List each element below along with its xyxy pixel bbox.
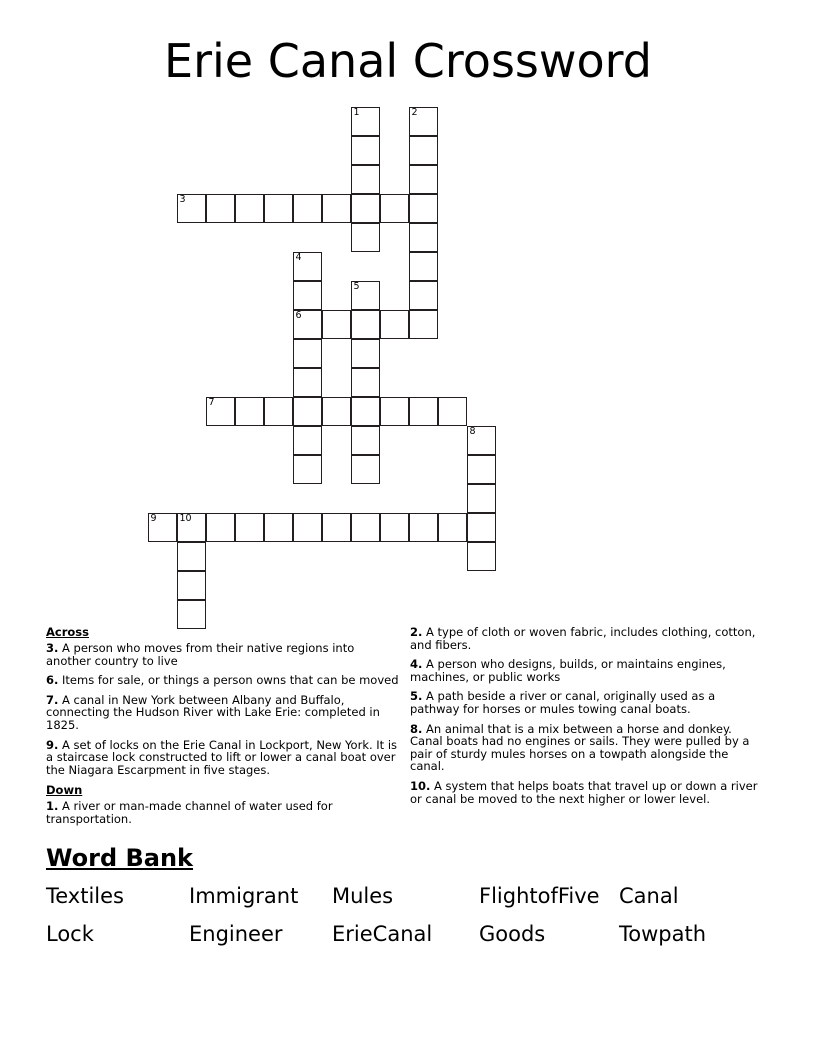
word-bank-row <box>46 879 776 913</box>
word-bank-word[interactable]: Immigrant <box>189 884 299 908</box>
clue-item <box>410 658 766 683</box>
crossword-cell[interactable] <box>351 513 380 542</box>
crossword-cell[interactable] <box>409 281 438 310</box>
clue-number: 1. <box>46 799 59 814</box>
clue-text: An animal that is a mix between a horse and donkey. Canal boats had no engines or sails. They were pulled by a pair of sturdy mules horses on a towpath alongside the canal. <box>410 721 750 774</box>
crossword-cell[interactable] <box>351 194 380 223</box>
crossword-cell[interactable] <box>351 455 380 484</box>
word-bank-word[interactable]: Engineer <box>189 922 283 946</box>
crossword-cell[interactable] <box>467 426 496 455</box>
across-heading: Across <box>46 625 89 639</box>
down-clue-list-right <box>410 626 766 805</box>
crossword-cell[interactable] <box>380 397 409 426</box>
clue-item <box>46 694 402 732</box>
clue-item <box>410 690 766 715</box>
crossword-cell[interactable] <box>293 281 322 310</box>
crossword-cell[interactable] <box>351 426 380 455</box>
crossword-cell-number: 9 <box>150 513 157 524</box>
crossword-cell[interactable] <box>322 397 351 426</box>
crossword-cell[interactable] <box>351 397 380 426</box>
clue-text: A person who moves from their native regions into another country to live <box>46 641 355 668</box>
clue-text: A set of locks on the Erie Canal in Lockport, New York. It is a staircase lock constructed to lift or lower a canal boat over the Niagara Escarpment in five stages. <box>46 737 398 777</box>
crossword-cell[interactable] <box>293 426 322 455</box>
clue-item <box>46 800 402 825</box>
word-bank-word[interactable]: FlightofFive <box>479 884 600 908</box>
clue-item <box>410 723 766 773</box>
crossword-cell[interactable] <box>351 339 380 368</box>
clue-number: 6. <box>46 673 59 688</box>
word-bank-rows <box>46 879 776 951</box>
crossword-cell[interactable] <box>351 136 380 165</box>
crossword-cell[interactable] <box>148 513 177 542</box>
crossword-cell[interactable] <box>206 513 235 542</box>
clue-number: 7. <box>46 692 59 707</box>
clue-item <box>410 780 766 805</box>
crossword-cell[interactable] <box>467 484 496 513</box>
crossword-cell[interactable] <box>409 513 438 542</box>
crossword-cell[interactable] <box>322 513 351 542</box>
crossword-cell[interactable] <box>380 310 409 339</box>
crossword-cell[interactable] <box>293 513 322 542</box>
clues-column-left <box>46 626 402 833</box>
crossword-cell[interactable] <box>351 223 380 252</box>
down-heading: Down <box>46 783 83 798</box>
clues-section <box>46 626 770 826</box>
clue-text: A path beside a river or canal, originally used as a pathway for horses or mules towing canal boats. <box>410 689 716 716</box>
crossword-cell[interactable] <box>293 368 322 397</box>
clue-text: A canal in New York between Albany and Buffalo, connecting the Hudson River with Lake Erie: completed in 1825. <box>46 692 380 732</box>
clue-number: 9. <box>46 737 59 752</box>
crossword-cell-number: 6 <box>295 310 302 321</box>
clue-number: 3. <box>46 641 59 655</box>
crossword-cell[interactable] <box>206 194 235 223</box>
crossword-cell[interactable] <box>322 310 351 339</box>
crossword-cell[interactable] <box>351 107 380 136</box>
word-bank-word[interactable]: Mules <box>332 884 394 908</box>
crossword-cell[interactable] <box>264 513 293 542</box>
word-bank-row <box>46 917 776 951</box>
crossword-cell[interactable] <box>264 397 293 426</box>
clue-item <box>46 739 402 777</box>
crossword-cell-number: 7 <box>208 397 215 408</box>
down-clue-list-left <box>46 800 402 825</box>
crossword-cell[interactable] <box>409 165 438 194</box>
crossword-cell[interactable] <box>206 397 235 426</box>
word-bank-word[interactable]: Textiles <box>46 884 125 908</box>
crossword-cell[interactable] <box>409 397 438 426</box>
word-bank-word[interactable]: Towpath <box>619 922 707 946</box>
word-bank-section <box>46 843 776 951</box>
crossword-cell[interactable] <box>177 194 206 223</box>
word-bank-word[interactable]: ErieCanal <box>332 922 433 946</box>
clue-item <box>46 642 402 667</box>
crossword-cell[interactable] <box>293 397 322 426</box>
clue-number: 8. <box>410 721 423 736</box>
word-bank-word[interactable]: Canal <box>619 884 679 908</box>
clue-text: A type of cloth or woven fabric, includes clothing, cotton, and fibers. <box>410 625 756 652</box>
page-title: Erie Canal Crossword <box>164 34 652 88</box>
crossword-cell[interactable] <box>409 136 438 165</box>
clue-text: A river or man-made channel of water used for transportation. <box>46 799 333 826</box>
crossword-cell[interactable] <box>438 513 467 542</box>
clue-text: A system that helps boats that travel up or down a river or canal be moved to the next higher or lower level. <box>410 778 758 806</box>
crossword-cell[interactable] <box>351 368 380 397</box>
crossword-cell[interactable] <box>351 310 380 339</box>
crossword-cell-number: 10 <box>179 513 192 524</box>
word-bank-title: Word Bank <box>46 844 194 872</box>
crossword-cell[interactable] <box>322 194 351 223</box>
crossword-cell[interactable] <box>293 339 322 368</box>
word-bank-word[interactable]: Lock <box>46 922 94 946</box>
crossword-cell[interactable] <box>293 310 322 339</box>
crossword-cell[interactable] <box>177 571 206 600</box>
crossword-cell[interactable] <box>380 194 409 223</box>
crossword-cell-number: 5 <box>353 281 360 292</box>
clue-item <box>410 626 766 651</box>
crossword-cell[interactable] <box>177 513 206 542</box>
clue-number: 10. <box>410 778 431 793</box>
clue-number: 5. <box>410 689 423 704</box>
clue-text: Items for sale, or things a person owns that can be moved <box>58 673 399 688</box>
clue-item <box>46 674 402 687</box>
crossword-cell[interactable] <box>293 194 322 223</box>
crossword-cell[interactable] <box>177 542 206 571</box>
crossword-cell[interactable] <box>177 600 206 629</box>
clue-number: 2. <box>410 625 423 639</box>
crossword-cell[interactable] <box>293 455 322 484</box>
crossword-cell-number: 2 <box>411 107 418 118</box>
crossword-cell-number: 3 <box>179 194 186 205</box>
crossword-cell[interactable] <box>409 223 438 252</box>
crossword-cell-number: 8 <box>469 426 476 437</box>
crossword-cell[interactable] <box>351 281 380 310</box>
crossword-cell[interactable] <box>235 397 264 426</box>
clue-text: A person who designs, builds, or maintains engines, machines, or public works <box>410 657 726 684</box>
crossword-cell-number: 1 <box>353 107 360 118</box>
crossword-cell[interactable] <box>467 542 496 571</box>
crossword-cell[interactable] <box>467 455 496 484</box>
crossword-cell[interactable] <box>264 194 293 223</box>
crossword-cell[interactable] <box>380 513 409 542</box>
word-bank-word[interactable]: Goods <box>479 922 546 946</box>
crossword-cell-number: 4 <box>295 252 302 263</box>
crossword-cell[interactable] <box>438 397 467 426</box>
crossword-cell[interactable] <box>351 165 380 194</box>
crossword-cell[interactable] <box>235 513 264 542</box>
crossword-cell[interactable] <box>409 310 438 339</box>
crossword-cell[interactable] <box>467 513 496 542</box>
clues-column-right <box>410 626 766 812</box>
crossword-cell[interactable] <box>409 252 438 281</box>
across-clue-list <box>46 642 402 776</box>
clue-number: 4. <box>410 657 423 672</box>
crossword-cell[interactable] <box>409 107 438 136</box>
crossword-cell[interactable] <box>235 194 264 223</box>
crossword-cell[interactable] <box>409 194 438 223</box>
crossword-cell[interactable] <box>293 252 322 281</box>
